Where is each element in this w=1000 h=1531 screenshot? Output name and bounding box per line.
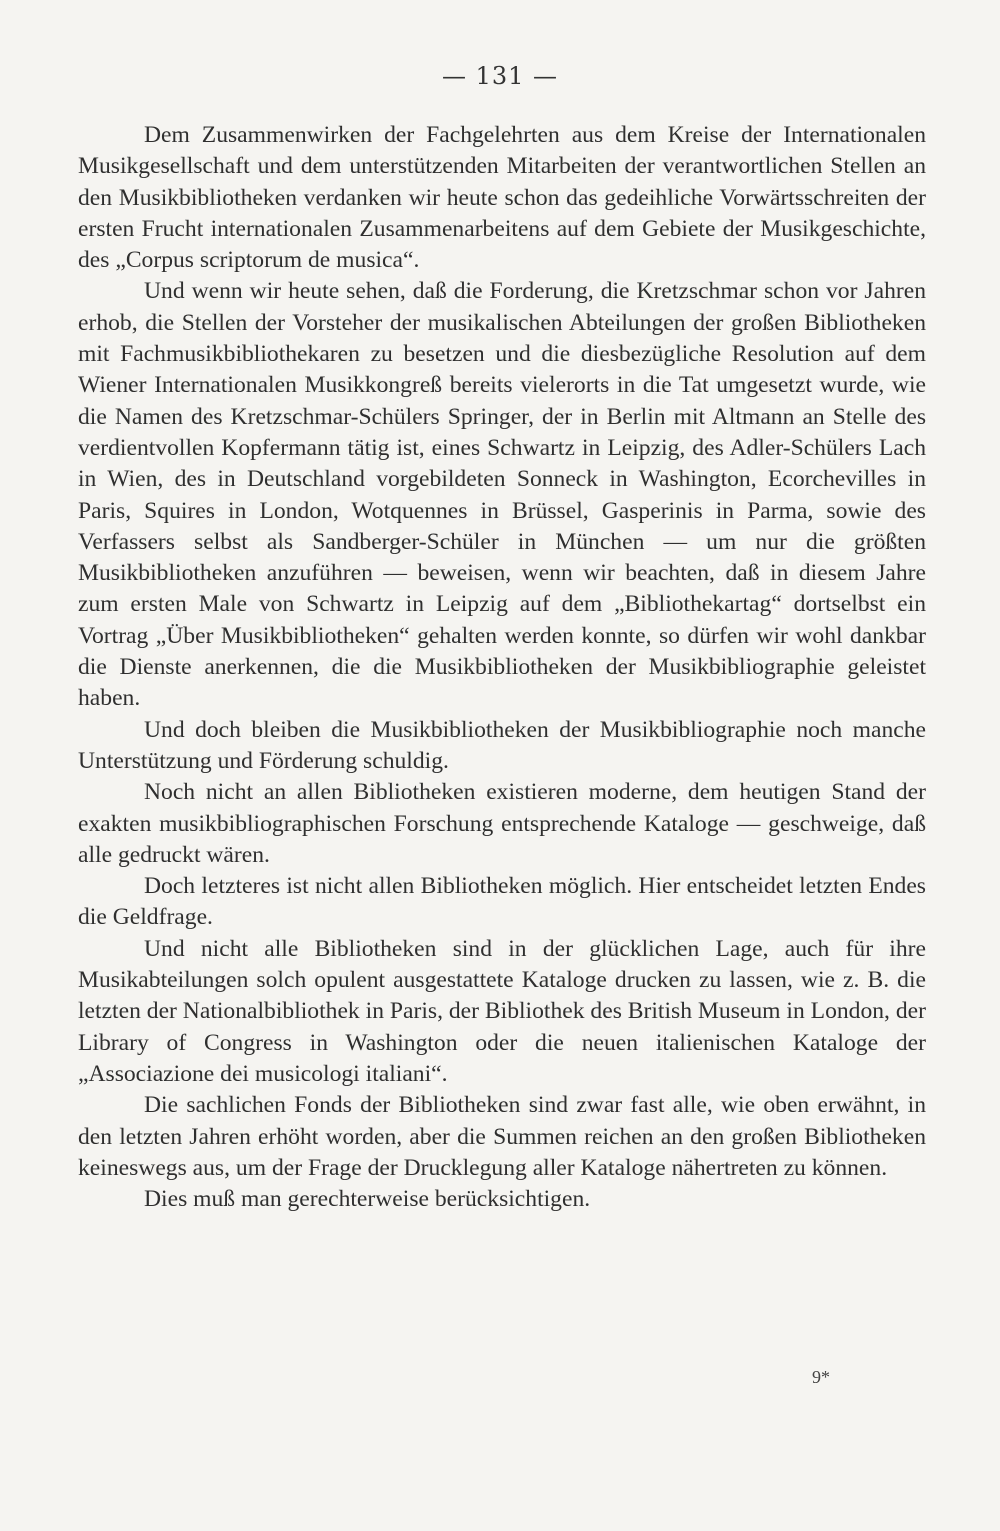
paragraph-3: Und doch bleiben die Musikbibliotheken der Musikbibliographie noch manche Unterstützung und Förderung schuldig. (78, 716, 926, 774)
paragraph-2: Und wenn wir heute sehen, daß die Forderung, die Kretzschmar schon vor Jahren erhob, die Stellen der Vorsteher der musikalischen Abteilungen der großen Bibliotheken mit Fachmusikbibliothekaren zu besetzen und die diesbezügliche Resolution auf dem Wiener Internationalen Musikkongreß bereits vielerorts in die Tat umgesetzt wurde, wie die Namen des Kretzschmar-Schülers Springer, der in Berlin mit Altmann an Stelle des verdientvollen Kopfermann tätig ist, eines Schwartz in Leipzig, des Adler-Schülers Lach in Wien, des in Deutschland vorgebildeten Sonneck in Washington, Ecorchevilles in Paris, Squires in London, Wotquennes in Brüssel, Gasperinis in Parma, sowie des Verfassers selbst als Sandberger-Schüler in München — um nur die größten Musikbibliotheken anzuführen — beweisen, wenn wir beachten, daß in diesem Jahre zum ersten Male von Schwartz in Leipzig auf dem „Bibliothekartag“ dortselbst ein Vortrag „Über Musikbibliotheken“ gehalten werden konnte, so dürfen wir wohl dankbar die Dienste anerkennen, die die Musikbibliotheken der Musikbibliographie geleistet haben. (78, 278, 926, 712)
paragraph-5: Doch letzteres ist nicht allen Bibliotheken möglich. Hier entscheidet letzten Endes die Geldfrage. (78, 873, 926, 931)
paragraph-8: Dies muß man gerechterweise berücksichtigen. (144, 1186, 591, 1213)
paragraph-7: Die sachlichen Fonds der Bibliotheken sind zwar fast alle, wie oben erwähnt, in den letzten Jahren erhöht worden, aber die Summen reichen an den großen Bibliotheken keineswegs aus, um der Frage der Drucklegung aller Kataloge nähertreten zu können. (78, 1092, 926, 1181)
paragraph-4: Noch nicht an allen Bibliotheken existieren moderne, dem heutigen Stand der exakten musikbibliographischen Forschung entsprechende Kataloge — geschweige, daß alle gedruckt wären. (78, 779, 926, 868)
signature-mark: 9* (812, 1367, 830, 1387)
body-text (78, 120, 926, 1215)
page-number: — 131 — (441, 62, 559, 90)
paragraph-1: Dem Zusammenwirken der Fachgelehrten aus dem Kreise der Internationalen Musikgesellschaft und dem unterstützenden Mitarbeiten der verantwortlichen Stellen an den Musikbibliotheken verdanken wir heute schon das gedeihliche Vorwärtsschreiten der ersten Frucht internationalen Zusammenarbeitens auf dem Gebiete der Musikgeschichte, des „Corpus scriptorum de musica“. (78, 122, 926, 274)
paragraph-6: Und nicht alle Bibliotheken sind in der glücklichen Lage, auch für ihre Musikabteilungen solch opulent ausgestattete Kataloge drucken zu lassen, wie z. B. die letzten der Nationalbibliothek in Paris, der Bibliothek des British Museum in London, der Library of Congress in Washington oder die neuen italienischen Kataloge der „Associazione dei musicologi italiani“. (78, 935, 926, 1087)
